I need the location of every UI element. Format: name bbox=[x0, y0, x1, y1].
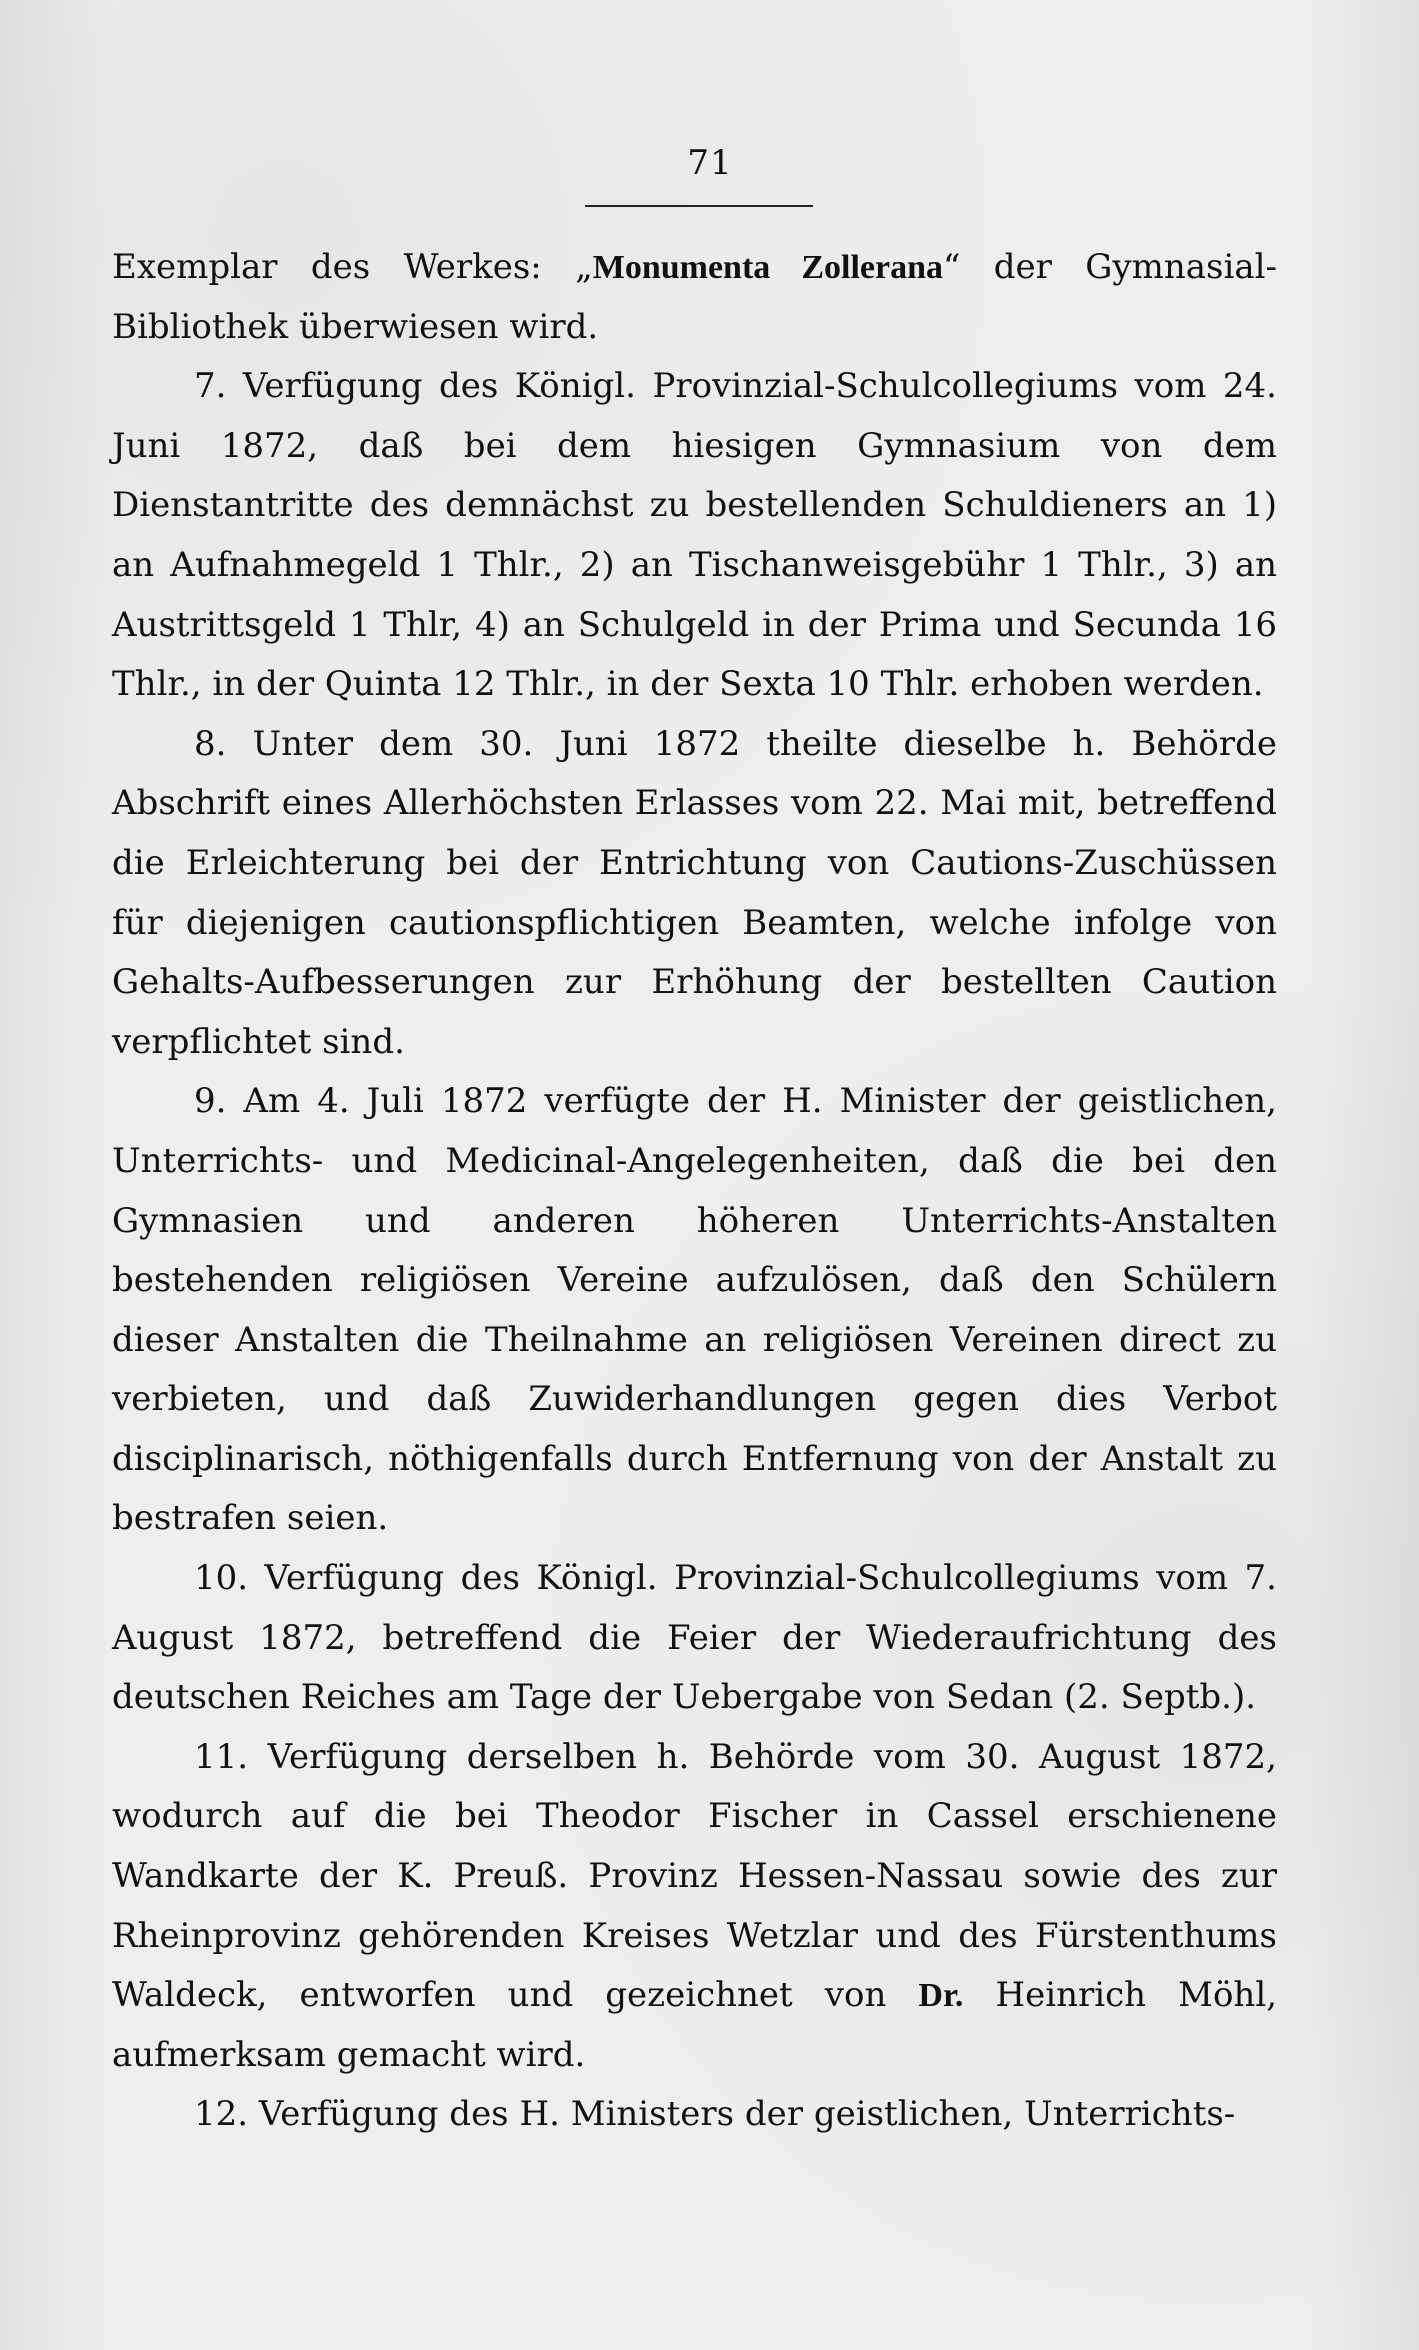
page-number: 71 bbox=[687, 143, 733, 183]
text-run: “ der Gymnasial-Bibliothek überwiesen wird. bbox=[112, 247, 1277, 347]
document-body bbox=[112, 238, 1277, 2145]
paragraph-11 bbox=[112, 1728, 1277, 2086]
text-run: Heinrich Möhl, aufmerksam gemacht wird. bbox=[112, 1975, 1277, 2075]
paragraph-9: 9. Am 4. Juli 1872 verfügte der H. Minister der geistlichen, Unterrichts- und Medicinal-Angelegenheiten, daß die bei den Gymnasien und anderen höheren Unterrichts-Anstalten bestehenden religiösen Vereine aufzulösen, daß den Schülern dieser Anstalten die Theilnahme an religiösen Vereinen direct zu verbieten, und daß Zuwiderhandlungen gegen dies Verbot disciplinarisch, nöthigenfalls durch Entfernung von der Anstalt zu bestrafen seien. bbox=[112, 1081, 1277, 1539]
text-run: Exemplar des Werkes: „ bbox=[112, 247, 593, 287]
paragraph-8: 8. Unter dem 30. Juni 1872 theilte dieselbe h. Behörde Abschrift eines Allerhöchsten Erlasses vom 22. Mai mit, betreffend die Erleichterung bei der Entrichtung von Cautions-Zuschüssen für diejenigen cautionspflichtigen Beamten, welche infolge von Gehalts-Aufbesserungen zur Erhöhung der bestellten Caution verpflichtet sind. bbox=[112, 723, 1277, 1062]
paragraph-10: 10. Verfügung des Königl. Provinzial-Schulcollegiums vom 7. August 1872, betreffend die Feier der Wiederaufrichtung des deutschen Reiches am Tage der Uebergabe von Sedan (2. Septb.). bbox=[112, 1558, 1277, 1718]
paragraph-7: 7. Verfügung des Königl. Provinzial-Schulcollegiums vom 24. Juni 1872, daß bei dem hiesigen Gymnasium von dem Dienstantritte des demnächst zu bestellenden Schuldieners an 1) an Aufnahmegeld 1 Thlr., 2) an Tischanweisgebühr 1 Thlr., 3) an Austrittsgeld 1 Thlr, 4) an Schulgeld in der Prima und Secunda 16 Thlr., in der Quinta 12 Thlr., in der Sexta 10 Thlr. erhoben werden. bbox=[112, 366, 1277, 705]
paragraph-12: 12. Verfügung des H. Ministers der geistlichen, Unterrichts- bbox=[194, 2094, 1236, 2135]
latin-title: Monumenta Zollerana bbox=[592, 249, 944, 286]
paragraph-continuation bbox=[112, 238, 1277, 357]
text-run: 11. Verfügung derselben h. Behörde vom 30. August 1872, wodurch auf die bei Theodor Fischer in Cassel erschienene Wandkarte der K. Preuß. Provinz Hessen-Nassau sowie des zur Rheinprovinz gehörenden Kreises Wetzlar und des Fürstenthums Waldeck, entworfen und gezeichnet von bbox=[112, 1736, 1277, 2016]
doctor-title: Dr. bbox=[918, 1977, 964, 2015]
header-rule bbox=[585, 205, 813, 207]
